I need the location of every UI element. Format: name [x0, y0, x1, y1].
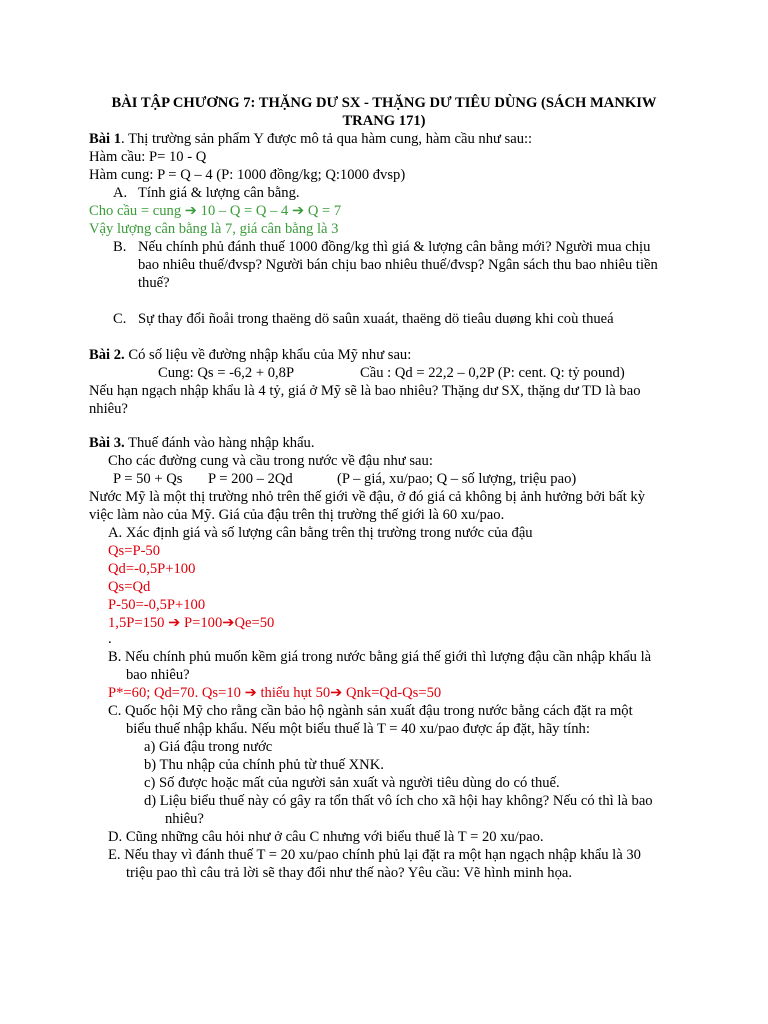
bai3-label: Bài 3. [89, 435, 125, 451]
bai1-b-line-3: thuế? [138, 275, 170, 291]
bai3-a-answer-2: Qd=-0,5P+100 [108, 561, 196, 577]
bai1-supply: Hàm cung: P = Q – 4 (P: 1000 đồng/kg; Q:1000 đvsp) [89, 167, 406, 183]
bai3-c-item-c: c) Số được hoặc mất của người sản xuất và người tiêu dùng do có thuế. [144, 775, 560, 791]
bai2-demand: Cầu : Qd = 22,2 – 0,2P (P: cent. Q: tỷ pound) [360, 365, 625, 381]
bai3-a-text: A. Xác định giá và số lượng cân bằng trên thị trường trong nước của đậu [108, 525, 533, 541]
bai1-answer-line-2: Vậy lượng cân bằng là 7, giá cân bằng là 3 [89, 221, 339, 237]
bai1-b-line-1: Nếu chính phủ đánh thuế 1000 đồng/kg thì giá & lượng cân bằng mới? Người mua chịu [138, 239, 651, 255]
bai3-intro [89, 434, 315, 452]
bai3-supply-equation: P = 50 + Qs [113, 471, 183, 487]
bai2-intro [89, 346, 411, 364]
bai1-label: Bài 1 [89, 131, 122, 147]
bai3-a-answer-6: . [108, 631, 112, 647]
bai1-b-line-2: bao nhiêu thuế/đvsp? Người bán chịu bao nhiêu thuế/đvsp? Ngân sách thu bao nhiêu tiền [138, 257, 658, 273]
bai3-c-item-d-line-2: nhiêu? [165, 811, 204, 827]
bai1-c-marker: C. [113, 311, 127, 327]
bai3-c-item-d-line-1: d) Liệu biểu thuế này có gây ra tổn thất vô ích cho xã hội hay không? Nếu có thì là bao [144, 793, 653, 809]
bai2-intro-text: Có số liệu về đường nhập khẩu của Mỹ như sau: [124, 347, 412, 363]
document-title-line-2: TRANG 171) [342, 113, 426, 129]
document-title-line-1: BÀI TẬP CHƯƠNG 7: THẶNG DƯ SX - THẶNG DƯ TIÊU DÙNG (SÁCH MANKIW [111, 95, 657, 111]
bai3-context-line-2: việc làm nào của Mỹ. Giá của đậu trên thị trường thế giới là 60 xu/pao. [89, 507, 505, 523]
bai1-demand: Hàm cầu: P= 10 - Q [89, 149, 207, 165]
bai2-question-line-2: nhiêu? [89, 401, 128, 417]
bai2-supply: Cung: Qs = -6,2 + 0,8P [158, 365, 295, 381]
bai3-context-line-1: Nước Mỹ là một thị trường nhỏ trên thế giới về đậu, ở đó giá cả không bị ảnh hưởng bởi bất kỳ [89, 489, 645, 505]
bai3-a-answer-4: P-50=-0,5P+100 [108, 597, 206, 613]
bai3-e-line-2: triệu pao thì câu trả lời sẽ thay đổi như thế nào? Yêu cầu: Vẽ hình minh họa. [126, 865, 573, 881]
bai3-a-answer-5: 1,5P=150 ➔ P=100➔Qe=50 [108, 615, 275, 631]
bai1-c-text: Sự thay đổi ñoåi trong thaëng dö saûn xuaát, thaëng dö tieâu duøng khi coù thueá [138, 311, 614, 327]
bai3-c-item-b: b) Thu nhập của chính phủ từ thuế XNK. [144, 757, 384, 773]
bai1-intro-text: . Thị trường sản phẩm Y được mô tả qua hàm cung, hàm cầu như sau:: [121, 131, 533, 147]
bai1-a-marker: A. [113, 185, 128, 201]
bai3-given: Cho các đường cung và cầu trong nước về đậu như sau: [108, 453, 433, 469]
bai1-b-marker: B. [113, 239, 127, 255]
bai3-d-text: D. Cũng những câu hỏi như ở câu C nhưng với biểu thuế là T = 20 xu/pao. [108, 829, 544, 845]
bai3-a-answer-3: Qs=Qd [108, 579, 151, 595]
bai3-demand-equation: P = 200 – 2Qd [208, 471, 293, 487]
bai3-c-line-2: biểu thuế nhập khẩu. Nếu một biểu thuế là T = 40 xu/pao được áp đặt, hãy tính: [126, 721, 590, 737]
bai1-intro [89, 130, 532, 148]
bai3-c-item-a: a) Giá đậu trong nước [144, 739, 273, 755]
bai3-e-line-1: E. Nếu thay vì đánh thuế T = 20 xu/pao chính phủ lại đặt ra một hạn ngạch nhập khẩu là 30 [108, 847, 641, 863]
bai3-b-answer: P*=60; Qd=70. Qs=10 ➔ thiếu hụt 50➔ Qnk=Qd-Qs=50 [108, 685, 442, 701]
bai1-answer-line-1: Cho cầu = cung ➔ 10 – Q = Q – 4 ➔ Q = 7 [89, 203, 342, 219]
bai1-a-text: Tính giá & lượng cân bằng. [138, 185, 300, 201]
bai3-b-line-2: bao nhiêu? [126, 667, 190, 683]
bai3-units: (P – giá, xu/pao; Q – số lượng, triệu pao) [337, 471, 577, 487]
bai2-label: Bài 2. [89, 347, 125, 363]
bai3-b-line-1: B. Nếu chính phủ muốn kềm giá trong nước bằng giá thế giới thì lượng đậu cần nhập khẩu là [108, 649, 652, 665]
bai3-a-answer-1: Qs=P-50 [108, 543, 161, 559]
bai2-question-line-1: Nếu hạn ngạch nhập khẩu là 4 tỷ, giá ở Mỹ sẽ là bao nhiêu? Thặng dư SX, thặng dư TD là bao [89, 383, 641, 399]
bai3-c-line-1: C. Quốc hội Mỹ cho rằng cần bảo hộ ngành sản xuất đậu trong nước bằng cách đặt ra một [108, 703, 633, 719]
bai3-intro-text: Thuế đánh vào hàng nhập khẩu. [124, 435, 315, 451]
